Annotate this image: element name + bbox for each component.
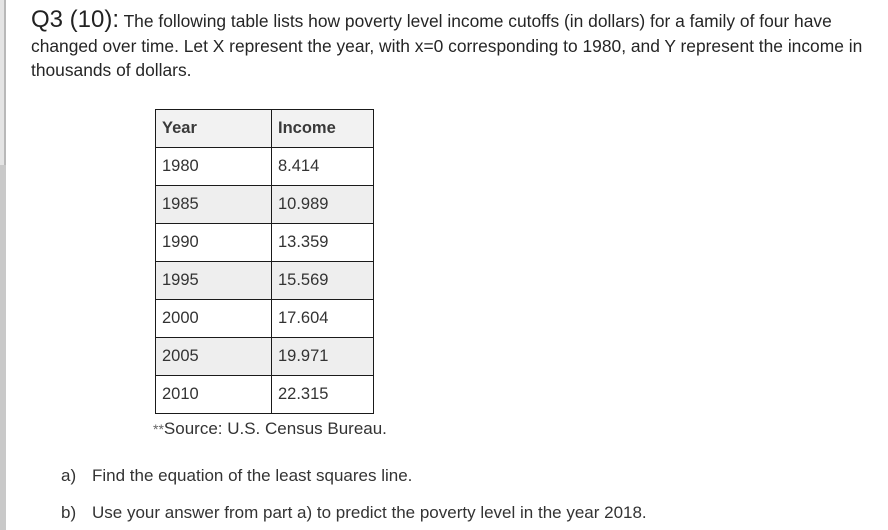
year-cell: 2000: [156, 300, 272, 338]
poverty-table: [155, 109, 374, 414]
table-header-row: [156, 110, 374, 148]
part-a-text: Find the equation of the least squares line.: [92, 466, 413, 485]
question-label: Q3 (10):: [31, 6, 120, 33]
part-b-text: Use your answer from part a) to predict the poverty level in the year 2018.: [92, 503, 647, 522]
scrollbar-thumb[interactable]: [0, 165, 6, 530]
header-year: Year: [156, 110, 272, 148]
source-note: [153, 419, 387, 439]
year-cell: 2005: [156, 338, 272, 376]
source-asterisks: **: [153, 421, 164, 437]
income-cell: 13.359: [272, 224, 374, 262]
year-cell: 2010: [156, 376, 272, 414]
part-a: [61, 466, 412, 486]
question-body: The following table lists how poverty level income cutoffs (in dollars) for a family of four have changed over time. Let X represent the year, with x=0 corresponding to 1980, and Y represent the income in thousands of dollars.: [31, 11, 863, 80]
table-row: [156, 376, 374, 414]
source-text: Source: U.S. Census Bureau.: [163, 419, 387, 438]
income-cell: 15.569: [272, 262, 374, 300]
left-scrollbar[interactable]: [0, 0, 8, 530]
part-b-label: b): [61, 503, 77, 522]
year-cell: 1980: [156, 148, 272, 186]
income-cell: 19.971: [272, 338, 374, 376]
header-income: Income: [272, 110, 374, 148]
income-cell: 8.414: [272, 148, 374, 186]
year-cell: 1990: [156, 224, 272, 262]
table-row: [156, 338, 374, 376]
income-cell: 10.989: [272, 186, 374, 224]
table-row: [156, 224, 374, 262]
year-cell: 1995: [156, 262, 272, 300]
year-cell: 1985: [156, 186, 272, 224]
table-row: [156, 148, 374, 186]
question-text: [31, 8, 867, 83]
table-row: [156, 300, 374, 338]
table-row: [156, 262, 374, 300]
income-cell: 22.315: [272, 376, 374, 414]
table-row: [156, 186, 374, 224]
part-a-label: a): [61, 466, 77, 485]
income-cell: 17.604: [272, 300, 374, 338]
part-b: [61, 503, 647, 523]
